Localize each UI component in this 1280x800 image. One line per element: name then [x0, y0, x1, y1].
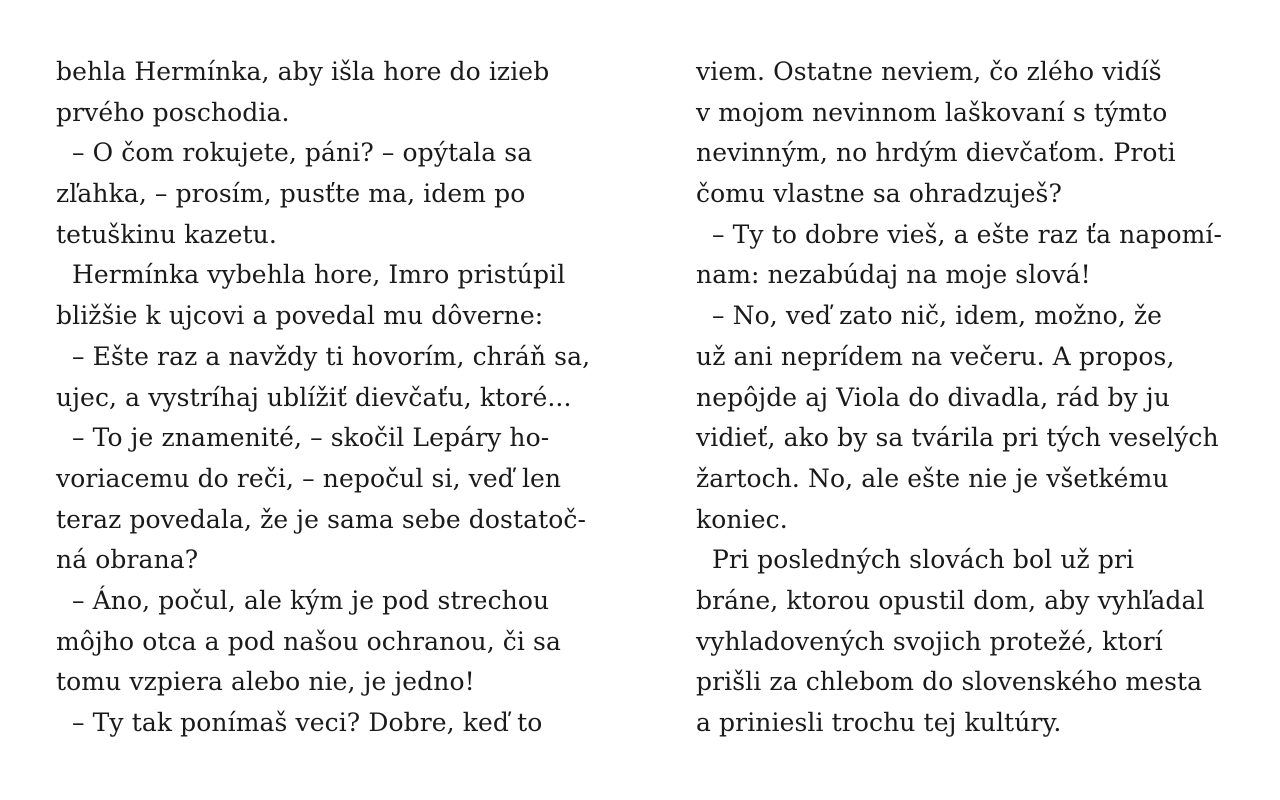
text-line: tetuškinu kazetu.: [56, 219, 277, 249]
text-line: – No, veď zato nič, idem, možno, že: [712, 301, 1163, 331]
text-line: teraz povedala, že je sama sebe dostatoč-: [56, 504, 587, 534]
text-line: nam: nezabúdaj na moje slová!: [696, 260, 1091, 290]
text-line: bráne, ktorou opustil dom, aby vyhľadal: [696, 585, 1205, 615]
text-line: a priniesli trochu tej kultúry.: [696, 708, 1062, 737]
text-line: voriacemu do reči, – nepočul si, veď len: [56, 463, 562, 493]
text-line: koniec.: [696, 504, 788, 534]
text-line: – O čom rokujete, páni? – opýtala sa: [72, 138, 533, 168]
text-line: prvého poschodia.: [56, 97, 290, 127]
left-page: [56, 52, 596, 744]
text-line: vyhladovených svojich protežé, ktorí: [696, 626, 1163, 656]
text-line: v mojom nevinnom laškovaní s týmto: [696, 97, 1168, 127]
text-line: čomu vlastne sa ohradzuješ?: [696, 179, 1062, 209]
text-line: zľahka, – prosím, pusťte ma, idem po: [56, 179, 526, 209]
text-line: – Ty tak ponímaš veci? Dobre, keď to: [72, 708, 543, 737]
text-line: – To je znamenité, – skočil Lepáry ho-: [72, 423, 550, 453]
text-line: ujec, a vystríhaj ublížiť dievčaťu, ktoré...: [56, 382, 572, 412]
text-line: môjho otca a pod našou ochranou, či sa: [56, 626, 561, 656]
text-line: Hermínka vybehla hore, Imro pristúpil: [72, 260, 566, 290]
text-line: viem. Ostatne neviem, čo zlého vidíš: [696, 57, 1162, 86]
text-line: žartoch. No, ale ešte nie je všetkému: [696, 463, 1169, 493]
text-line: prišli za chlebom do slovenského mesta: [696, 667, 1203, 697]
text-line: – Áno, počul, ale kým je pod strechou: [72, 585, 550, 615]
text-line: ná obrana?: [56, 545, 199, 575]
text-line: tomu vzpiera alebo nie, je jedno!: [56, 667, 475, 697]
text-line: behla Hermínka, aby išla hore do izieb: [56, 57, 550, 86]
text-line: – Ty to dobre vieš, a ešte raz ťa napomí-: [712, 219, 1223, 249]
text-line: nevinným, no hrdým dievčaťom. Proti: [696, 138, 1176, 168]
text-line: – Ešte raz a navždy ti hovorím, chráň sa,: [72, 341, 591, 371]
text-line: nepôjde aj Viola do divadla, rád by ju: [696, 382, 1170, 412]
text-line: bližšie k ujcovi a povedal mu dôverne:: [56, 301, 544, 331]
right-page: [696, 52, 1236, 744]
text-line: už ani neprídem na večeru. A propos,: [696, 341, 1175, 371]
text-line: Pri posledných slovách bol už pri: [712, 545, 1135, 575]
text-line: vidieť, ako by sa tvárila pri tých veselých: [696, 423, 1219, 453]
